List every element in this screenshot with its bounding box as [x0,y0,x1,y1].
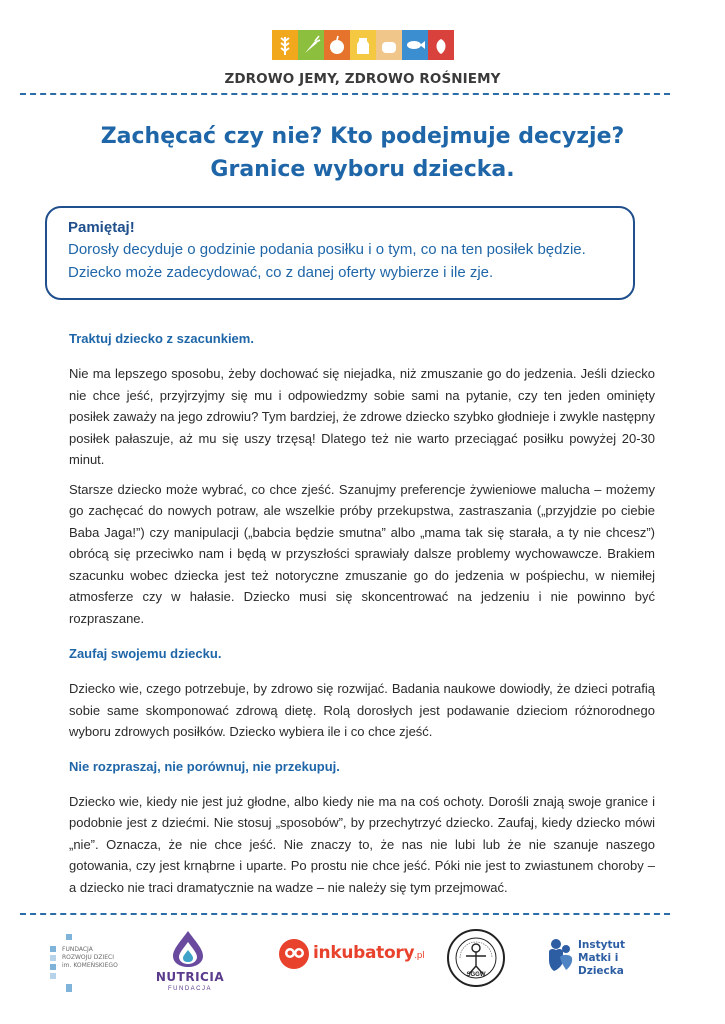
fundacja-line: im. KOMEŃSKIEGO [62,962,118,969]
logo-tiles [272,30,454,60]
apple-icon [324,30,350,60]
sggw-seal [446,928,506,990]
nutricia-logo [150,930,230,996]
remember-line: Dorosły decyduje o godzinie podania posiłku i o tym, co na ten posiłek będzie. [68,241,586,258]
inkubatory-tld: .pl [414,951,425,961]
fundacja-logo [50,934,120,992]
inkubatory-name: inkubatory [313,943,415,963]
inkubatory-logo [278,938,425,972]
brand-text: ZDROWO JEMY, ZDROWO ROŚNIEMY [224,71,501,87]
sggw-text: SGGW [466,972,486,978]
fundacja-line: ROZWOJU DZIECI [62,954,114,961]
instytut-line: Matki i Dziecka [578,952,624,977]
page-title: Zachęcać czy nie? Kto podejmuje decyzje? Granice wyboru dziecka. [100,124,625,182]
header-logo [0,30,725,87]
remember-heading: Pamiętaj! [68,219,135,236]
instytut-logo [545,938,665,978]
bottom-divider [20,913,670,915]
nutricia-name: NUTRICIA [155,970,225,984]
instytut-line: Instytut [578,939,626,951]
paragraph: Dziecko wie, kiedy nie jest już głodne, albo kiedy nie ma na coś ochoty. Dorośli znają swoje granice i podobnie jest z dziećmi. Nie stosuj „sposobów”, by przechytrzyć dziecko. Zaufaj, kiedy dziecko mówi „nie”. Oznacza, że nie chce jeść. Nie znaczy to, że nas nie lubi lub że nie szanuje naszego gotowania, czy jest krnąbrne i uparte. Po prostu nie chce jeść. Póki nie jest to zwiastunem choroby – a dziecko nie traci dramatycznie na wadze – nie należy się tym przejmować. [69,793,655,895]
fish-icon [402,30,428,60]
instytut-icon [545,938,575,972]
fundacja-line: FUNDACJA [62,946,93,953]
paragraph: Starsze dziecko może wybrać, co chce zjeść. Szanujmy preferencje żywieniowe malucha – możemy go zachęcać do nowych potraw, ale wszelkie próby przekupstwa, zastraszania („przyjdzie po ciebie Baba Jaga!”) czy manipulacji („babcia będzie smutna” albo „mama tak się starała, a ty nie chcesz”) obrócą się przeciwko nam i będą w przyszłości sprawiały dalsze problemy wychowawcze. Brakiem szacunku wobec dziecka jest też notoryczne zmuszanie go do jedzenia w pośpiechu, w niemiłej atmosferze czy w hałasie. Dziecko musi się skoncentrować na jedzeniu i nie powinno być rozpraszane. [69,481,655,626]
paragraph: Dziecko wie, czego potrzebuje, by zdrowo się rozwijać. Badania naukowe dowiodły, że dzieci potrafią sobie same skomponować zdrową dietę. Rolą dorosłych jest podawanie dzieciom różnorodnego wyboru zdrowych posiłków. Dziecko wybiera ile i co chce zjeść. [69,681,655,739]
milk-icon [350,30,376,60]
remember-box [45,206,635,300]
paragraph: Nie ma lepszego sposobu, żeby dochować się niejadka, niż zmuszanie go do jedzenia. Jeśli dziecko nie chce jeść, przyjrzyjmy się mu i odpowiedzmy sobie sami na pytanie, czy ten jeden ominięty posiłek zaważy na jego zdrowiu? Tym bardziej, że zdrowe dziecko szybko głodnieje i zwykle następny posiłek pałaszuje, aż mu się uszy trzęsą! Dlatego też nie warto przeciągać posiłku powyżej 20-30 minut. [69,366,655,467]
seal-icon [446,928,506,990]
nutricia-sub: FUNDACJA [167,986,212,992]
section-heading: Traktuj dziecko z szacunkiem. [69,331,254,346]
vegetable-icon [428,30,454,60]
inkubatory-icon [278,938,310,970]
section-heading: Zaufaj swojemu dziecku. [69,646,222,661]
carrot-icon [298,30,324,60]
top-divider [20,93,670,95]
section-heading: Nie rozpraszaj, nie porównuj, nie przekupuj. [69,758,340,774]
partner-logos [0,928,725,998]
remember-line: Dziecko może zadecydować, co z danej oferty wybierze i ile zje. [68,264,494,281]
bread-icon [376,30,402,60]
article-body [69,330,655,898]
wheat-icon [272,30,298,60]
drop-icon [170,930,206,968]
